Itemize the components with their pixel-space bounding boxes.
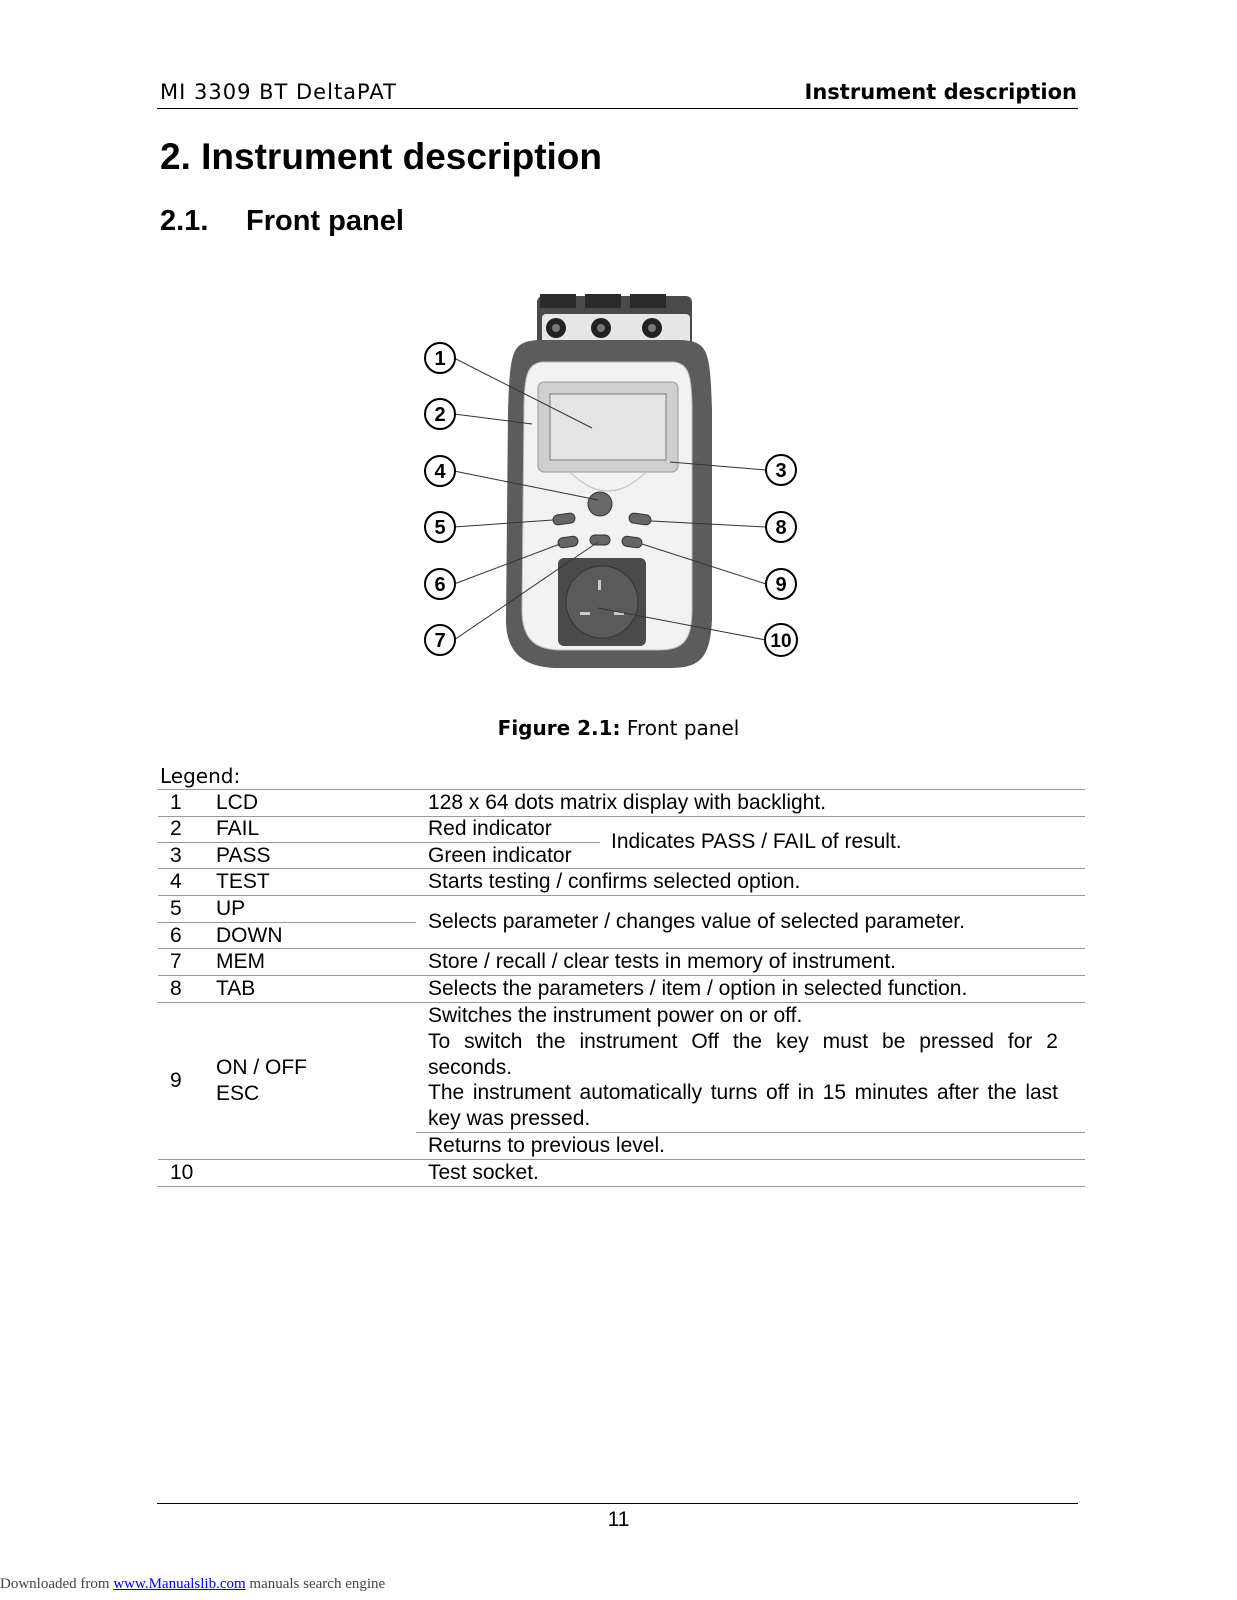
caption-text: Front panel (620, 716, 740, 740)
legend-desc: Selects the parameters / item / option in selected function. (428, 977, 968, 1000)
legend-num: 7 (170, 950, 182, 973)
svg-text:5: 5 (434, 517, 446, 539)
legend-key: FAIL (216, 817, 260, 840)
legend-label: Legend: (160, 764, 241, 788)
callout-4 (425, 456, 455, 486)
svg-text:4: 4 (434, 461, 446, 483)
test-socket (558, 558, 646, 646)
legend-num: 9 (170, 1069, 182, 1092)
callout-10 (765, 624, 797, 656)
legend-row-9 (158, 1003, 1085, 1160)
legend-row-8 (158, 976, 1085, 1003)
legend-row-7 (158, 949, 1085, 976)
chapter-title: 2. Instrument description (160, 136, 603, 177)
download-notice (0, 1576, 385, 1593)
legend-desc: To switch the instrument Off the key must be pressed for 2 seconds. (428, 1030, 1058, 1079)
legend-key: MEM (216, 950, 265, 973)
legend-row-1 (158, 789, 1085, 817)
legend-desc: Green indicator (428, 844, 572, 867)
legend-num: 10 (170, 1161, 194, 1184)
download-prefix: Downloaded from (0, 1576, 114, 1592)
svg-text:2: 2 (434, 404, 446, 426)
legend-desc-shared: Selects parameter / changes value of selected parameter. (428, 910, 965, 933)
legend-key: PASS (216, 844, 271, 867)
svg-text:10: 10 (770, 631, 792, 652)
legend-row-2-3 (158, 816, 1085, 869)
section-heading (160, 205, 404, 238)
legend-num: 5 (170, 897, 182, 920)
legend-desc-shared: Indicates PASS / FAIL of result. (611, 830, 902, 853)
legend-desc: Returns to previous level. (428, 1134, 665, 1157)
test-key (588, 492, 612, 516)
callout-2 (425, 399, 455, 429)
legend-num: 6 (170, 924, 182, 947)
callout-3 (766, 455, 796, 485)
legend-key: LCD (216, 791, 259, 814)
svg-text:7: 7 (434, 630, 446, 652)
running-header-chapter: Instrument description (804, 80, 1077, 104)
front-panel-figure (420, 290, 820, 690)
caption-label: Figure 2.1: (497, 716, 621, 740)
legend-key: ESC (216, 1082, 260, 1105)
lcd-display (550, 394, 666, 460)
legend-key: TAB (216, 977, 256, 1000)
legend-desc: Test socket. (428, 1161, 539, 1184)
legend-row-4 (158, 869, 1085, 896)
legend-num: 3 (170, 844, 182, 867)
svg-text:6: 6 (434, 574, 446, 596)
section-title: Front panel (246, 205, 404, 237)
download-suffix: manuals search engine (245, 1576, 386, 1592)
legend-num: 4 (170, 870, 182, 893)
legend-num: 1 (170, 791, 182, 814)
legend-key: TEST (216, 870, 270, 893)
section-number: 2.1. (160, 205, 209, 237)
svg-text:8: 8 (775, 517, 787, 539)
legend-desc: 128 x 64 dots matrix display with backlight. (428, 791, 827, 814)
callout-1 (425, 343, 455, 373)
figure-caption (0, 716, 1237, 740)
legend-desc: Starts testing / confirms selected option. (428, 870, 801, 893)
callout-8 (766, 512, 796, 542)
legend-num: 2 (170, 817, 182, 840)
callout-6 (425, 569, 455, 599)
svg-text:1: 1 (434, 348, 446, 370)
legend-row-5-6 (158, 896, 1085, 949)
footer-rule (157, 1503, 1078, 1504)
callout-5 (425, 512, 455, 542)
svg-text:9: 9 (775, 574, 787, 596)
callout-7 (425, 625, 455, 655)
legend-key: UP (216, 897, 246, 920)
running-header-product: MI 3309 BT DeltaPAT (160, 80, 397, 104)
manualslib-link[interactable]: www.Manualslib.com (113, 1576, 246, 1592)
callout-9 (766, 569, 796, 599)
legend-desc: The instrument automatically turns off in 15 minutes after the last key was pressed. (428, 1081, 1058, 1130)
legend-row-10 (158, 1160, 1085, 1187)
page-number: 11 (607, 1508, 630, 1531)
legend-key: ON / OFF (216, 1056, 307, 1079)
row-divider (158, 922, 416, 923)
mem-key (590, 535, 610, 545)
svg-text:3: 3 (775, 460, 787, 482)
header-rule (157, 108, 1078, 109)
legend-desc: Switches the instrument power on or off. (428, 1004, 803, 1027)
legend-desc: Store / recall / clear tests in memory of instrument. (428, 950, 896, 973)
legend-desc: Red indicator (428, 817, 552, 840)
legend-num: 8 (170, 977, 182, 1000)
legend-key: DOWN (216, 924, 283, 947)
